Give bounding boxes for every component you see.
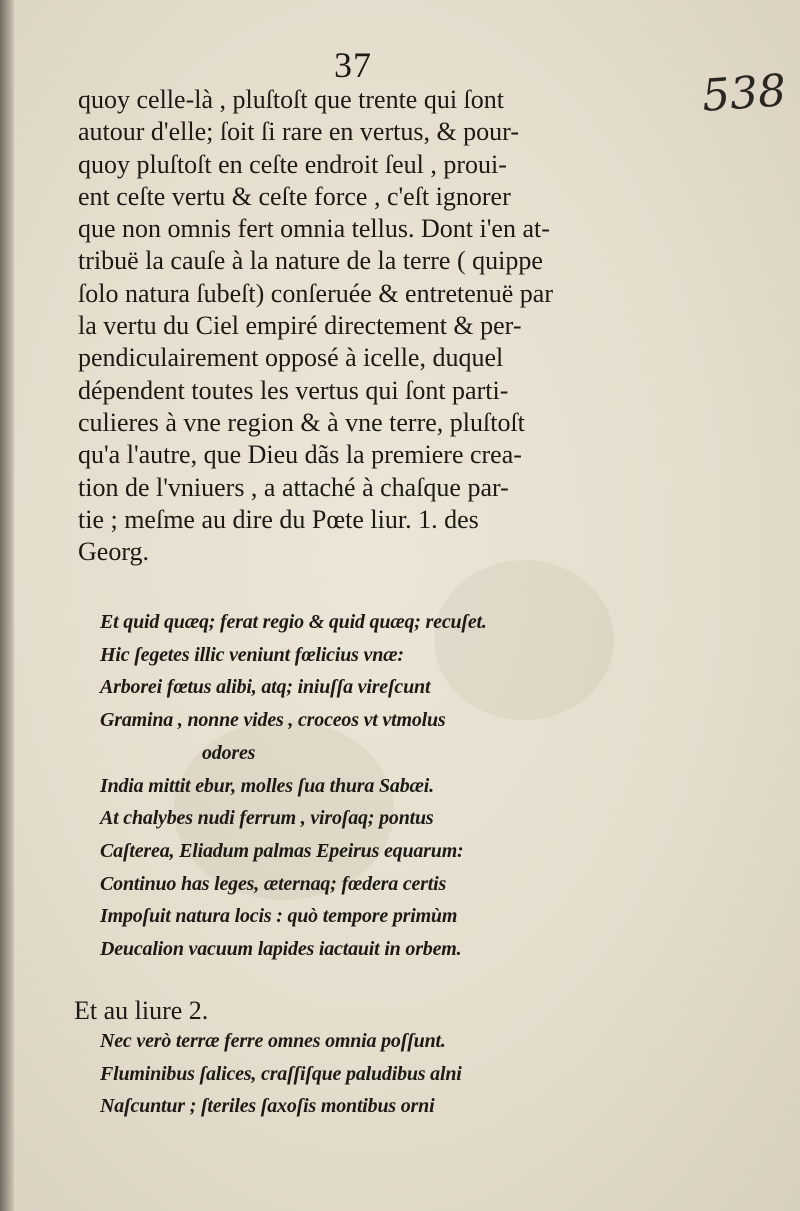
latin-verse-quote xyxy=(100,606,640,966)
book-binding-edge xyxy=(0,0,14,1211)
text-line: ſolo natura ſubeſt) conſeruée & entretenuë par xyxy=(78,278,554,308)
page-number: 37 xyxy=(334,45,372,85)
text-line: tion de l'vniuers , a attaché à chaſque par- xyxy=(78,472,509,502)
text-line: que non omnis fert omnia tellus. Dont i'en at- xyxy=(78,214,550,244)
verse-line: Continuo has leges, æternaq; fœdera certis xyxy=(100,872,447,895)
text-line: Et au liure 2. xyxy=(74,996,209,1025)
verse-line: odores xyxy=(202,741,256,764)
verse-line: India mittit ebur, molles ſua thura Sabæi. xyxy=(100,774,434,797)
text-line: quoy pluſtoſt en ceſte endroit ſeul , proui- xyxy=(78,149,507,179)
verse-line: Nec verò terræ ferre omnes omnia poſſunt. xyxy=(100,1030,446,1052)
text-line: tribuë la cauſe à la nature de la terre ( quippe xyxy=(78,246,543,276)
text-line: qu'a l'autre, que Dieu dãs la premiere crea- xyxy=(78,440,522,470)
text-line: Georg. xyxy=(78,537,150,567)
text-line: la vertu du Ciel empiré directement & per- xyxy=(78,311,522,341)
text-line: pendiculairement opposé à icelle, duquel xyxy=(78,343,504,373)
verse-line: Gramina , nonne vides , croceos vt vtmolus xyxy=(100,709,446,732)
verse-line: At chalybes nudi ferrum , viroſaq; pontus xyxy=(100,807,434,830)
text-line: culieres à vne region & à vne terre, pluſtoſt xyxy=(78,407,525,437)
body-paragraph xyxy=(78,84,648,568)
verse-line: Arborei fœtus alibi, atq; iniuſſa vireſcunt xyxy=(100,676,431,699)
verse-line: Caſterea, Eliadum palmas Epeirus equarum: xyxy=(100,839,464,862)
verse-line: Naſcuntur ; ſteriles ſaxoſis montibus orni xyxy=(100,1095,435,1118)
text-line: tie ; meſme au dire du Pœte liur. 1. des xyxy=(78,504,479,534)
text-line: autour d'elle; ſoit ſi rare en vertus, & pour- xyxy=(78,117,519,147)
text-line: dépendent toutes les vertus qui ſont parti- xyxy=(78,375,509,405)
verse-line: Fluminibus ſalices, craſſiſque paludibus alni xyxy=(100,1062,462,1085)
verse-line: Et quid quæq; ferat regio & quid quæq; recuſet. xyxy=(100,611,487,633)
verse-line: Deucalion vacuum lapides iactauit in orbem. xyxy=(100,938,462,961)
verse-line: Hic ſegetes illic veniunt fœlicius vnæ: xyxy=(100,643,404,666)
verse-line: Impoſuit natura locis : quò tempore primùm xyxy=(100,905,458,928)
handwritten-margin-note: 538 xyxy=(700,65,788,122)
text-line: quoy celle-là , pluſtoſt que trente qui ſont xyxy=(78,85,505,114)
text-line: ent ceſte vertu & ceſte force , c'eſt ignorer xyxy=(78,181,511,211)
latin-verse-quote-2 xyxy=(100,1025,640,1123)
